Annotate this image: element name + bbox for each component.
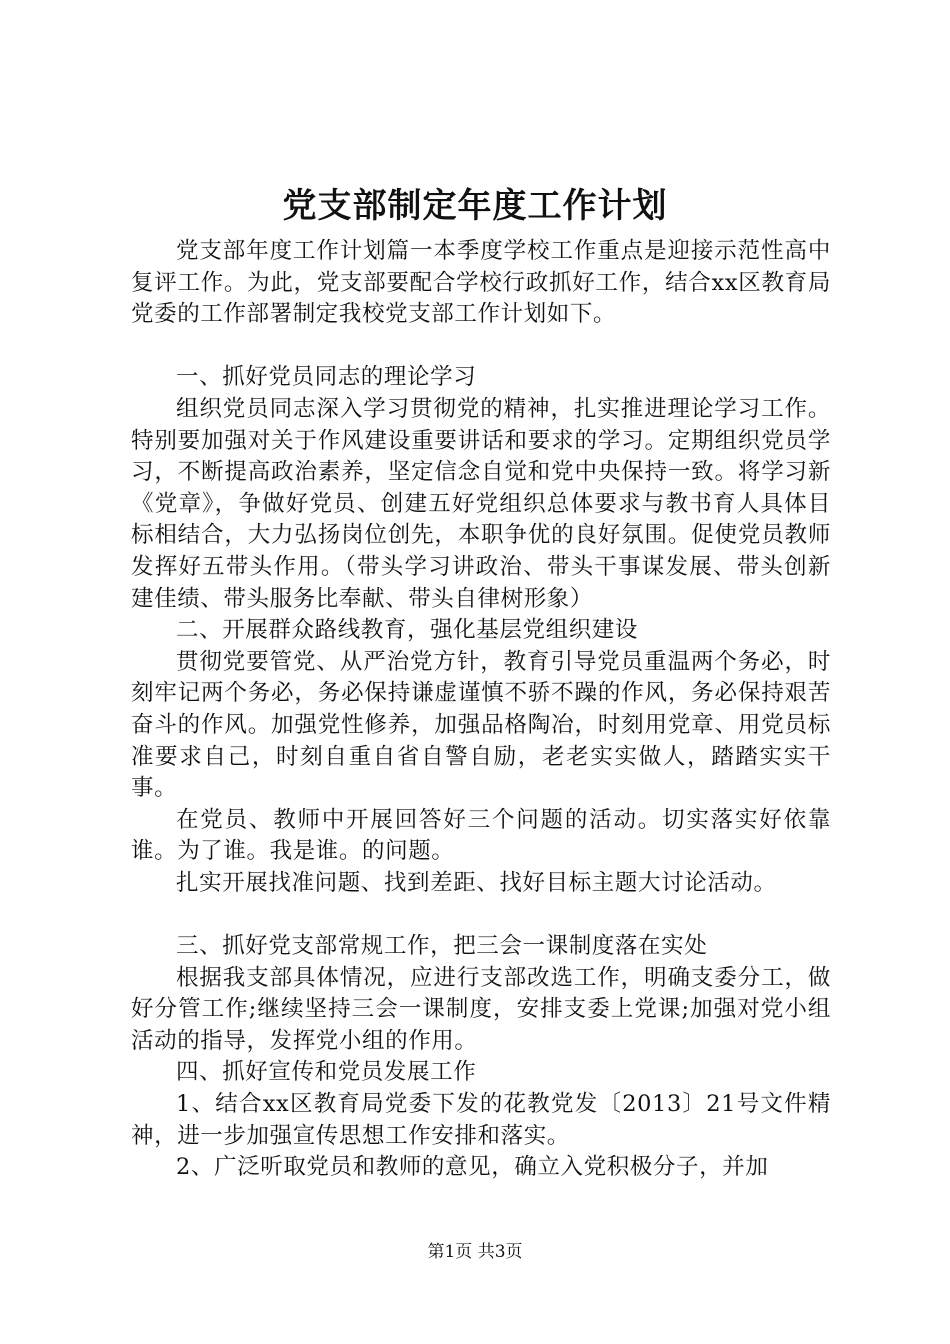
- section-3-paragraph: 根据我支部具体情况，应进行支部改选工作，明确支委分工，做好分管工作;继续坚持三会一课制度，安排支委上党课;加强对党小组活动的指导，发挥党小组的作用。: [131, 964, 831, 1054]
- section-4-item-1: 1、结合xx区教育局党委下发的花教党发〔2013〕21号文件精神，进一步加强宣传思想工作安排和落实。: [131, 1091, 831, 1149]
- section-heading-3: 三、抓好党支部常规工作，把三会一课制度落在实处: [176, 933, 708, 960]
- paragraph-gap: [131, 899, 831, 931]
- section-2-paragraph-3: 扎实开展找准问题、找到差距、找好目标主题大讨论活动。: [176, 869, 777, 896]
- document-body: [131, 236, 831, 1184]
- paragraph-gap: [131, 331, 831, 363]
- section-heading-4: 四、抓好宣传和党员发展工作: [176, 1059, 477, 1086]
- section-2-paragraph-1: 贯彻党要管党、从严治党方针，教育引导党员重温两个务必，时刻牢记两个务必，务必保持谦虚谨慎不骄不躁的作风，务必保持艰苦奋斗的作风。加强党性修养，加强品格陶冶，时刻用党章、用党员标准要求自己，时刻自重自省自警自励，老老实实做人，踏踏实实干事。: [131, 648, 831, 802]
- intro-paragraph: 党支部年度工作计划篇一本季度学校工作重点是迎接示范性高中复评工作。为此，党支部要配合学校行政抓好工作，结合xx区教育局党委的工作部署制定我校党支部工作计划如下。: [131, 238, 831, 328]
- section-heading-2: 二、开展群众路线教育，强化基层党组织建设: [176, 617, 639, 644]
- page-number-footer: 第1页 共3页: [427, 1242, 523, 1262]
- section-4-item-2: 2、广泛听取党员和教师的意见，确立入党积极分子，并加: [176, 1154, 769, 1181]
- section-1-paragraph: 组织党员同志深入学习贯彻党的精神，扎实推进理论学习工作。特别要加强对关于作风建设重要讲话和要求的学习。定期组织党员学习，不断提高政治素养，坚定信念自觉和党中央保持一致。将学习新《党章》，争做好党员、创建五好党组织总体要求与教书育人具体目标相结合，大力弘扬岗位创先，本职争优的良好氛围。促使党员教师发挥好五带头作用。（带头学习讲政治、带头干事谋发展、带头创新建佳绩、带头服务比奉献、带头自律树形象）: [131, 395, 831, 612]
- document-title: 党支部制定年度工作计划: [282, 186, 668, 226]
- section-2-paragraph-2: 在党员、教师中开展回答好三个问题的活动。切实落实好依靠谁。为了谁。我是谁。的问题。: [131, 806, 831, 865]
- section-heading-1: 一、抓好党员同志的理论学习: [176, 364, 477, 391]
